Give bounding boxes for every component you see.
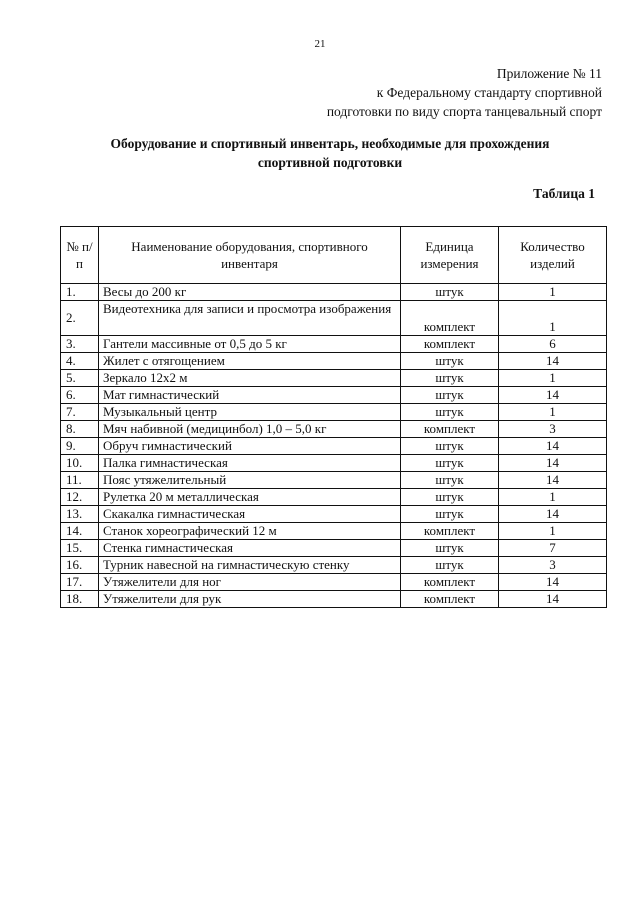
row-name: Гантели массивные от 0,5 до 5 кг [99, 336, 401, 353]
header-name: Наименование оборудования, спортивного инвентаря [99, 227, 401, 284]
table-row [61, 472, 607, 489]
row-name: Скакалка гимнастическая [99, 506, 401, 523]
row-name: Станок хореографический 12 м [99, 523, 401, 540]
row-number: 18. [61, 591, 99, 608]
row-name: Утяжелители для рук [99, 591, 401, 608]
table-row [61, 353, 607, 370]
table-label: Таблица 1 [533, 186, 595, 201]
row-quantity: 14 [499, 591, 607, 608]
table-row [61, 404, 607, 421]
row-quantity: 1 [499, 370, 607, 387]
row-name: Пояс утяжелительный [99, 472, 401, 489]
row-quantity: 6 [499, 336, 607, 353]
row-number: 1. [61, 284, 99, 301]
table-row [61, 438, 607, 455]
row-quantity: 1 [499, 301, 607, 336]
table-row [61, 455, 607, 472]
appendix-number: Приложение № 11 [496, 66, 602, 81]
row-number: 15. [61, 540, 99, 557]
row-unit: комплект [401, 421, 499, 438]
row-number: 3. [61, 336, 99, 353]
row-number: 17. [61, 574, 99, 591]
row-number: 14. [61, 523, 99, 540]
row-unit: штук [401, 404, 499, 421]
row-number: 12. [61, 489, 99, 506]
row-unit: комплект [401, 523, 499, 540]
row-name: Турник навесной на гимнастическую стенку [99, 557, 401, 574]
table-row [61, 591, 607, 608]
row-number: 6. [61, 387, 99, 404]
table-row [61, 336, 607, 353]
row-number: 11. [61, 472, 99, 489]
row-unit: штук [401, 472, 499, 489]
table-row [61, 557, 607, 574]
row-quantity: 3 [499, 421, 607, 438]
row-unit: штук [401, 557, 499, 574]
row-number: 7. [61, 404, 99, 421]
row-name: Мат гимнастический [99, 387, 401, 404]
table-row [61, 540, 607, 557]
row-name: Мяч набивной (медицинбол) 1,0 – 5,0 кг [99, 421, 401, 438]
appendix-header [242, 64, 602, 121]
appendix-standard: к Федеральному стандарту спортивной [376, 85, 602, 100]
document-title [40, 134, 620, 172]
row-quantity: 14 [499, 387, 607, 404]
row-number: 2. [61, 301, 99, 336]
row-name: Стенка гимнастическая [99, 540, 401, 557]
table-row [61, 284, 607, 301]
row-quantity: 1 [499, 523, 607, 540]
row-number: 4. [61, 353, 99, 370]
row-quantity: 14 [499, 574, 607, 591]
row-name: Жилет с отягощением [99, 353, 401, 370]
table-row [61, 370, 607, 387]
row-number: 5. [61, 370, 99, 387]
row-name: Утяжелители для ног [99, 574, 401, 591]
header-unit: Единица измерения [401, 227, 499, 284]
row-unit: комплект [401, 301, 499, 336]
table-row [61, 523, 607, 540]
row-unit: штук [401, 438, 499, 455]
table-row [61, 421, 607, 438]
table-row [61, 506, 607, 523]
row-quantity: 1 [499, 404, 607, 421]
row-quantity: 14 [499, 353, 607, 370]
row-unit: штук [401, 284, 499, 301]
row-quantity: 7 [499, 540, 607, 557]
table-header-row [61, 227, 607, 284]
row-name: Музыкальный центр [99, 404, 401, 421]
row-unit: штук [401, 387, 499, 404]
appendix-sport: подготовки по виду спорта танцевальный спорт [326, 104, 602, 119]
row-unit: штук [401, 489, 499, 506]
row-quantity: 3 [499, 557, 607, 574]
row-name: Весы до 200 кг [99, 284, 401, 301]
row-name: Видеотехника для записи и просмотра изображения [99, 301, 401, 336]
row-quantity: 14 [499, 472, 607, 489]
row-unit: комплект [401, 336, 499, 353]
row-unit: комплект [401, 574, 499, 591]
table-row [61, 489, 607, 506]
row-name: Зеркало 12х2 м [99, 370, 401, 387]
row-name: Рулетка 20 м металлическая [99, 489, 401, 506]
table-row [61, 301, 607, 336]
row-number: 8. [61, 421, 99, 438]
row-unit: штук [401, 540, 499, 557]
row-quantity: 1 [499, 284, 607, 301]
table-row [61, 574, 607, 591]
document-title-line-2: спортивной подготовки [257, 155, 403, 170]
row-number: 9. [61, 438, 99, 455]
row-unit: штук [401, 370, 499, 387]
row-unit: штук [401, 455, 499, 472]
row-unit: штук [401, 506, 499, 523]
row-unit: комплект [401, 591, 499, 608]
row-quantity: 14 [499, 455, 607, 472]
row-quantity: 14 [499, 438, 607, 455]
document-title-line-1: Оборудование и спортивный инвентарь, необходимые для прохождения [110, 136, 550, 151]
row-quantity: 1 [499, 489, 607, 506]
header-number: № п/п [61, 227, 99, 284]
row-number: 13. [61, 506, 99, 523]
page-number: 21 [314, 38, 326, 50]
row-quantity: 14 [499, 506, 607, 523]
header-quantity: Количество изделий [499, 227, 607, 284]
equipment-table [60, 226, 607, 608]
row-number: 16. [61, 557, 99, 574]
row-name: Палка гимнастическая [99, 455, 401, 472]
row-unit: штук [401, 353, 499, 370]
row-name: Обруч гимнастический [99, 438, 401, 455]
row-number: 10. [61, 455, 99, 472]
table-row [61, 387, 607, 404]
